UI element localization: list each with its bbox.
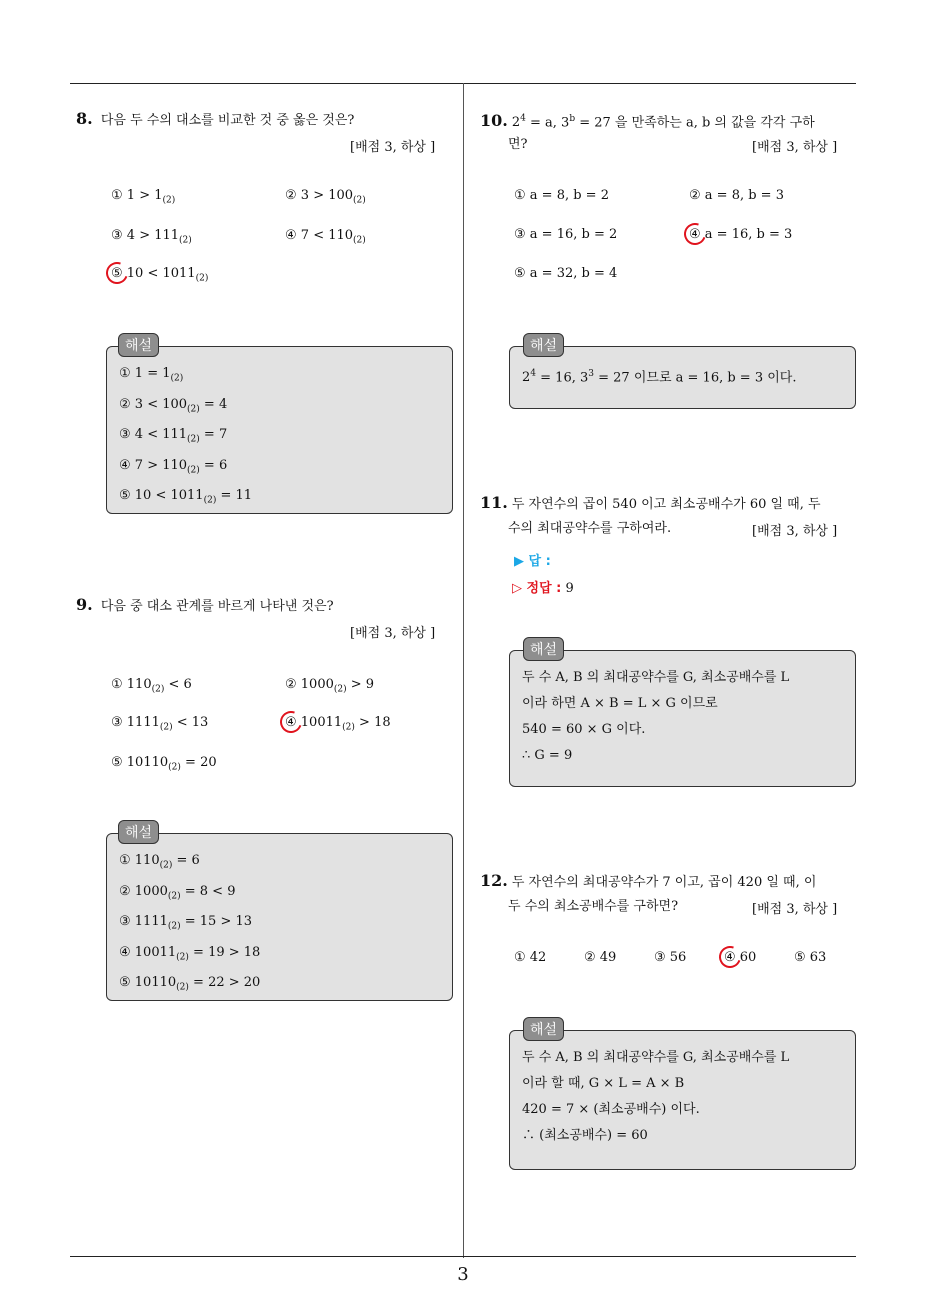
explain-line: 두 수 A, B 의 최대공약수를 G, 최소공배수를 L	[522, 1050, 790, 1065]
q10-option-4[interactable]: ④ a = 16, b = 3	[689, 227, 793, 242]
column-divider	[463, 83, 464, 1258]
q12-option-2[interactable]: ② 49	[584, 950, 617, 965]
question-number: 11.	[480, 493, 508, 512]
question-text: 다음 중 대소 관계를 바르게 나타낸 것은?	[100, 599, 334, 614]
question-text: = a, 3	[525, 115, 570, 131]
answer-mark-circle	[680, 219, 709, 248]
explain-line: ① $110_{(2)} = 6$	[119, 853, 200, 871]
explanation-tag: 해설	[523, 637, 564, 661]
q12-option-1[interactable]: ① 42	[514, 950, 547, 965]
question-text: 다음 두 수의 대소를 비교한 것 중 옳은 것은?	[100, 113, 355, 128]
explanation-tag: 해설	[523, 1017, 564, 1041]
explain-line: ∴ G = 9	[522, 748, 573, 763]
explain-line: ② $3 < 100_{(2)} = 4$	[119, 396, 228, 415]
q8-explanation-box	[106, 346, 453, 514]
question-12	[480, 868, 860, 896]
question-number: 12.	[480, 871, 508, 890]
q12-explanation-box	[509, 1030, 856, 1170]
q9-option-1[interactable]: ① $110_{(2)} < 6$	[111, 677, 192, 695]
question-11	[480, 490, 860, 518]
question-10-line2: 면?	[508, 137, 528, 152]
explanation-tag: 해설	[523, 333, 564, 357]
explanation-tag: 해설	[118, 333, 159, 357]
question-9	[76, 592, 334, 620]
q8-option-5[interactable]: ⑤ $10 < 1011_{(2)}$	[111, 266, 209, 284]
explanation-tag: 해설	[118, 820, 159, 844]
explain-line: ④ $7 > 110_{(2)} = 6$	[119, 457, 228, 476]
bottom-rule	[70, 1256, 856, 1257]
q8-option-2[interactable]: ② $3 > 100_{(2)}$	[285, 188, 366, 206]
explain-line: ⑤ $10110_{(2)} = 22 > 20$	[119, 975, 261, 993]
page-number: 3	[457, 1264, 469, 1285]
correct-answer: ▷ 정답 : 9	[512, 581, 574, 596]
question-text: 두 자연수의 곱이 540 이고 최소공배수가 60 일 때, 두	[511, 497, 821, 512]
q10-option-1[interactable]: ① a = 8, b = 2	[514, 188, 609, 203]
score-meta: [배점 3, 하상 ]	[752, 140, 838, 155]
explain-line: ∴ (최소공배수) = 60	[522, 1128, 648, 1143]
explain-line: 이라 하면 A × B = L × G 이므로	[522, 696, 718, 711]
q10-option-3[interactable]: ③ a = 16, b = 2	[514, 227, 618, 242]
score-meta: [배점 3, 하상 ]	[752, 902, 838, 917]
explain-line: ⑤ $10 < 1011_{(2)} = 11$	[119, 488, 253, 506]
question-number: 8.	[76, 109, 93, 128]
explain-line: ④ $10011_{(2)} = 19 > 18$	[119, 944, 261, 963]
answer-input-label[interactable]: ▶ 답 :	[514, 554, 551, 569]
explain-line: ③ $4 < 111_{(2)} = 7$	[119, 427, 228, 445]
q8-option-3[interactable]: ③ $4 > 111_{(2)}$	[111, 228, 192, 246]
question-number: 10.	[480, 111, 508, 131]
explain-line: 540 = 60 × G 이다.	[522, 722, 646, 737]
q12-option-5[interactable]: ⑤ 63	[794, 950, 827, 965]
score-meta: [배점 3, 하상 ]	[350, 626, 436, 641]
question-10: 10. $2^4 = a$, $3^b = 27$ 을 만족하는 a, b 의 값을 각각 구하	[480, 111, 815, 131]
question-8	[76, 106, 354, 134]
explain-line: $2^4 = 16$, $3^3 = 27$ 이므로 a = 16, b = 3 이다.	[522, 369, 797, 386]
explain-line: 이라 할 때, G × L = A × B	[522, 1076, 685, 1091]
q9-option-4[interactable]: ④ $10011_{(2)} > 18$	[285, 715, 391, 733]
q9-explanation-box	[106, 833, 453, 1001]
question-number: 9.	[76, 595, 93, 614]
explain-line: ③ $1111_{(2)} = 15 > 13$	[119, 914, 253, 932]
question-text: 두 자연수의 최대공약수가 7 이고, 곱이 420 일 때, 이	[511, 875, 817, 890]
score-meta: [배점 3, 하상 ]	[752, 524, 838, 539]
q10-option-2[interactable]: ② a = 8, b = 3	[689, 188, 784, 203]
q9-option-3[interactable]: ③ $1111_{(2)} < 13$	[111, 715, 209, 733]
q9-option-2[interactable]: ② $1000_{(2)} > 9$	[285, 677, 375, 695]
explain-line: ① $1 = 1_{(2)}$	[119, 366, 184, 384]
question-11-line2: 수의 최대공약수를 구하여라.	[508, 521, 672, 536]
q12-option-4[interactable]: ④ 60	[724, 950, 757, 965]
q12-option-3[interactable]: ③ 56	[654, 950, 687, 965]
q11-explanation-box	[509, 650, 856, 787]
q9-option-5[interactable]: ⑤ $10110_{(2)} = 20$	[111, 755, 217, 773]
answer-mark-circle	[715, 942, 744, 971]
question-12-line2: 두 수의 최소공배수를 구하면?	[508, 899, 679, 914]
q8-option-4[interactable]: ④ $7 < 110_{(2)}$	[285, 228, 366, 246]
explain-line: ② $1000_{(2)} = 8 < 9$	[119, 883, 236, 902]
explain-line: 두 수 A, B 의 최대공약수를 G, 최소공배수를 L	[522, 670, 790, 685]
q8-option-1[interactable]: ① $1 > 1_{(2)}$	[111, 188, 176, 206]
score-meta: [배점 3, 하상 ]	[350, 140, 436, 155]
explain-line: 420 = 7 × (최소공배수) 이다.	[522, 1102, 700, 1117]
q10-option-5[interactable]: ⑤ a = 32, b = 4	[514, 266, 618, 281]
